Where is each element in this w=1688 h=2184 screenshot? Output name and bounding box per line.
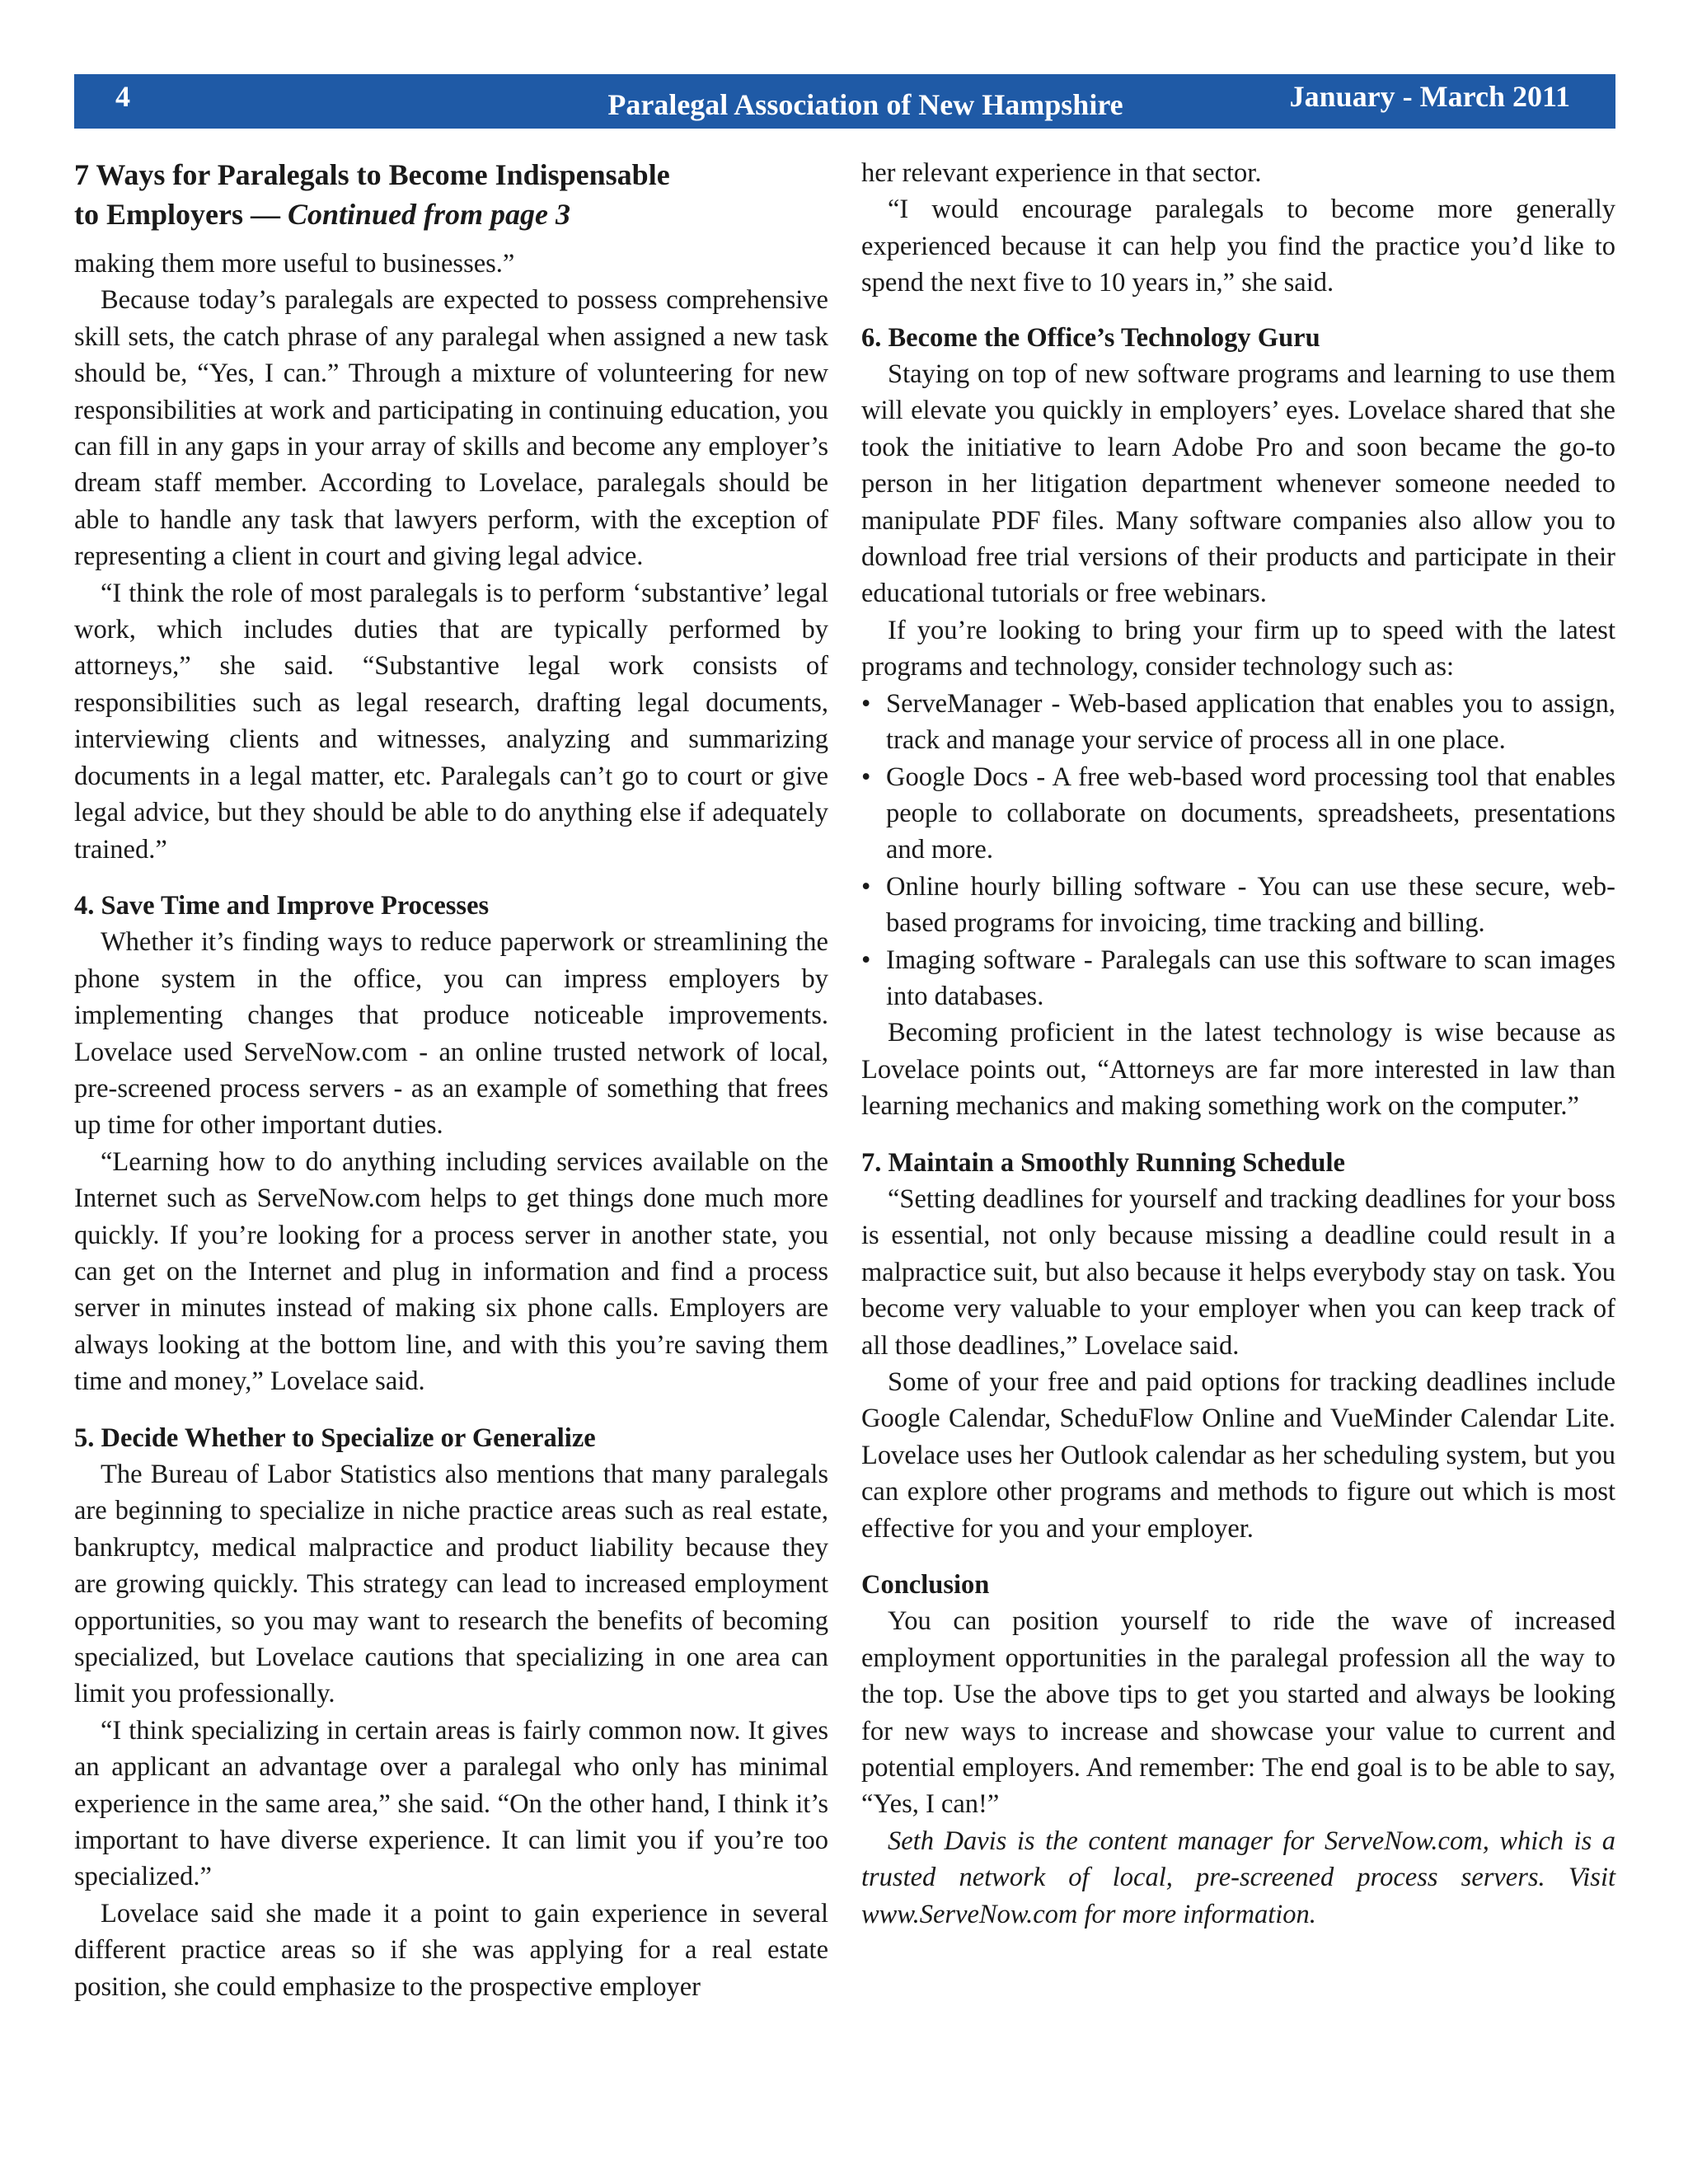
paragraph: Whether it’s finding ways to reduce paperwork or streamlining the phone system in the office, you can impress employers by implementing changes that produce noticeable improvements. Lovelace used ServeNow.com - an online trusted network of local, pre-screened process servers - as an example of something that frees up time for other important duties. [74,927,828,1141]
paragraph: The Bureau of Labor Statistics also mentions that many paralegals are beginning to specialize in niche practice areas such as real estate, bankruptcy, medical malpractice and product liability because they are growing quickly. This strategy can lead to increased employment opportunities, so you may want to research the benefits of becoming specialized, but Lovelace cautions that specializing in one area can limit you professionally. [74,1460,828,1709]
paragraph: her relevant experience in that sector. [861,158,1262,188]
paragraph: “I think the role of most paralegals is to perform ‘substantive’ legal work, which includes duties that are typically performed by attorneys,” she said. “Substantive legal work consists of responsibilities such as legal research, drafting legal documents, interviewing clients and witnesses, analyzing and summarizing documents in a legal matter, etc. Paralegals can’t go to court or give legal advice, but they should be able to do anything else if adequately trained.” [74,578,828,865]
title-line-2-prefix: to Employers — [74,198,288,231]
title-line-2 [74,194,828,234]
conclusion-heading: Conclusion [861,1570,990,1601]
section-5-heading: 5. Decide Whether to Specialize or Generalize [74,1422,596,1453]
paragraph: making them more useful to businesses.” [74,249,515,279]
list-item-text: Imaging software - Paralegals can use this software to scan images into databases. [886,944,1615,1011]
left-column [74,155,828,2005]
list-item [861,759,1615,869]
article-title [74,155,828,234]
list-item-text: ServeManager - Web-based application that enables you to assign, track and manage your service of process all in one place. [886,688,1615,756]
section-7-heading: 7. Maintain a Smoothly Running Schedule [861,1147,1345,1178]
paragraph: Staying on top of new software programs and learning to use them will elevate you quickly in employers’ eyes. Lovelace shared that she took the initiative to learn Adobe Pro and soon became the go-to person in her litigation department whenever someone needed to manipulate PDF files. Many software companies also allow you to download free trial versions of their products and participate in their educational tutorials or free webinars. [861,359,1615,609]
paragraph: Because today’s paralegals are expected to possess comprehensive skill sets, the catch phrase of any paralegal when assigned a new task should be, “Yes, I can.” Through a mixture of volunteering for new responsibilities at work and participating in continuing education, you can fill in any gaps in your array of skills and become any employer’s dream staff member. According to Lovelace, paralegals should be able to handle any task that lawyers perform, with the exception of representing a client in court and giving legal advice. [74,285,828,572]
paragraph: “Learning how to do anything including services available on the Internet such as ServeNow.com helps to get things done much more quickly. If you’re looking for a process server in another state, you can get on the Internet and plug in information and find a process server in minutes instead of making six phone calls. Employers are always looking at the bottom line, and with this you’re saving them time and money,” Lovelace said. [74,1146,828,1397]
author-byline: Seth Davis is the content manager for ServeNow.com, which is a trusted network of local, pre-screened process servers. Visit www.ServeNow.com for more information. [861,1825,1615,1929]
paragraph: You can position yourself to ride the wave of increased employment opportunities in the paralegal profession all the way to the top. Use the above tips to get you started and always be looking for new ways to increase and showcase your value to current and potential employers. And remember: The end goal is to be able to say, “Yes, I can!” [861,1606,1615,1820]
list-item-text: Online hourly billing software - You can use these secure, web-based programs for invoicing, time tracking and billing. [886,871,1615,939]
section-6-heading: 6. Become the Office’s Technology Guru [861,322,1320,353]
bullet-icon: • [861,944,871,975]
organization-name: Paralegal Association of New Hampshire [607,88,1123,121]
bullet-icon: • [861,688,871,719]
paragraph: “I would encourage paralegals to become more generally experienced because it can help you find the practice you’d like to spend the next five to 10 years in,” she said. [861,194,1615,298]
paragraph: Some of your free and paid options for tracking deadlines include Google Calendar, ScheduFlow Online and VueMinder Calendar Lite. Lovelace uses her Outlook calendar as her scheduling system, but you can explore other programs and methods to figure out which is most effective for you and your employer. [861,1367,1615,1544]
page-header [74,74,1615,129]
paragraph: Becoming proficient in the latest technology is wise because as Lovelace points out, “Attorneys are far more interested in law than learning mechanics and making something work on the computer.” [861,1018,1615,1122]
list-item [861,686,1615,759]
continued-note: Continued from page 3 [287,198,571,231]
right-column [861,155,1615,1933]
page-number: 4 [115,80,130,113]
bullet-icon: • [861,762,871,792]
paragraph: “Setting deadlines for yourself and tracking deadlines for your boss is essential, not only because missing a deadline could result in a malpractice suit, but also because it helps everybody stay on task. You become very valuable to your employer when you can keep track of all those deadlines,” Lovelace said. [861,1183,1615,1361]
list-item-text: Google Docs - A free web-based word processing tool that enables people to collaborate on documents, spreadsheets, presentations and more. [886,762,1615,865]
list-item [861,942,1615,1015]
list-item [861,869,1615,942]
paragraph: If you’re looking to bring your firm up to speed with the latest programs and technology, consider technology such as: [861,615,1615,682]
paragraph: Lovelace said she made it a point to gain experience in several different practice areas so if she was applying for a real estate position, she could emphasize to the prospective employer [74,1898,828,2002]
issue-date: January - March 2011 [1289,80,1570,113]
section-4-heading: 4. Save Time and Improve Processes [74,890,490,921]
bullet-icon: • [861,871,871,902]
technology-list [861,686,1615,1015]
title-line-1: 7 Ways for Paralegals to Become Indispensable [74,158,670,191]
paragraph: “I think specializing in certain areas is fairly common now. It gives an applicant an advantage over a paralegal who only has minimal experience in the same area,” she said. “On the other hand, I think it’s important to have diverse experience. It can limit you if you’re too specialized.” [74,1715,828,1892]
